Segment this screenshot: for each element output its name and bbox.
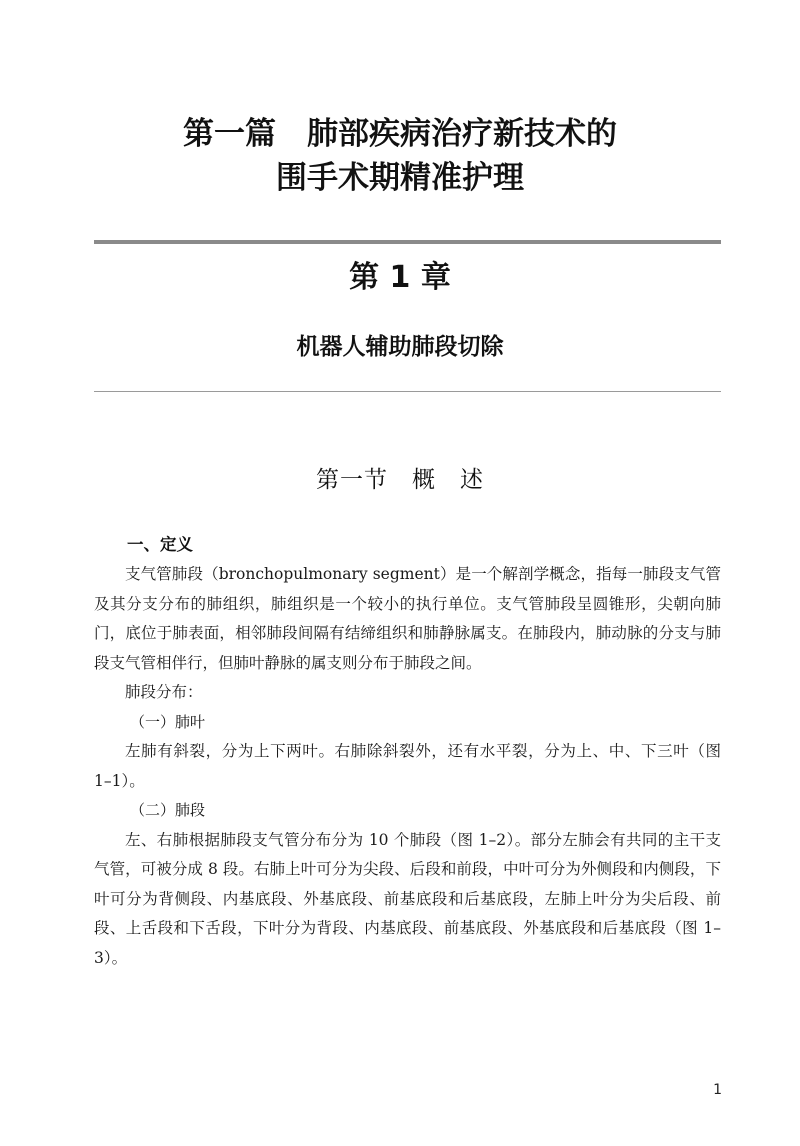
part-title bbox=[0, 112, 800, 200]
subheading-segments: （二）肺段 bbox=[130, 801, 206, 819]
paragraph-lobes: 左肺有斜裂，分为上下两叶。右肺除斜裂外，还有水平裂，分为上、中、下三叶（图 1–1）。 bbox=[94, 742, 721, 790]
chapter-top-divider bbox=[94, 240, 721, 244]
body-content bbox=[94, 530, 721, 973]
paragraph-definition: 支气管肺段（bronchopulmonary segment）是一个解剖学概念，指每一肺段支气管及其分支分布的肺组织，肺组织是一个较小的执行单位。支气管肺段呈圆锥形，尖朝向肺门，底位于肺表面，相邻肺段间隔有结缔组织和肺静脉属支。在肺段内，肺动脉的分支与肺段支气管相伴行，但肺叶静脉的属支则分布于肺段之间。 bbox=[94, 565, 721, 672]
page-number: 1 bbox=[713, 1082, 722, 1098]
chapter-bottom-divider bbox=[94, 391, 721, 392]
chapter-title: 机器人辅助肺段切除 bbox=[296, 334, 504, 360]
paragraph-segments: 左、右肺根据肺段支气管分布分为 10 个肺段（图 1–2）。部分左肺会有共同的主干支气管，可被分成 8 段。右肺上叶可分为尖段、后段和前段，中叶可分为外侧段和内侧段，下叶可分为背侧段、内基底段、外基底段、前基底段和后基底段，左肺上叶分为尖后段、前段、上舌段和下舌段，下叶分为背段、内基底段、前基底段、外基底段和后基底段（图 1–3）。 bbox=[94, 830, 721, 967]
subheading-lobes: （一）肺叶 bbox=[130, 712, 206, 731]
distribution-label: 肺段分布： bbox=[125, 683, 203, 701]
part-title-line-1: 第一篇 肺部疾病治疗新技术的 bbox=[183, 116, 617, 152]
part-title-line-2: 围手术期精准护理 bbox=[276, 160, 524, 196]
chapter-number: 第 1 章 bbox=[349, 260, 451, 295]
heading-definition: 一、定义 bbox=[127, 535, 193, 554]
section-title: 第一节 概 述 bbox=[316, 467, 484, 493]
